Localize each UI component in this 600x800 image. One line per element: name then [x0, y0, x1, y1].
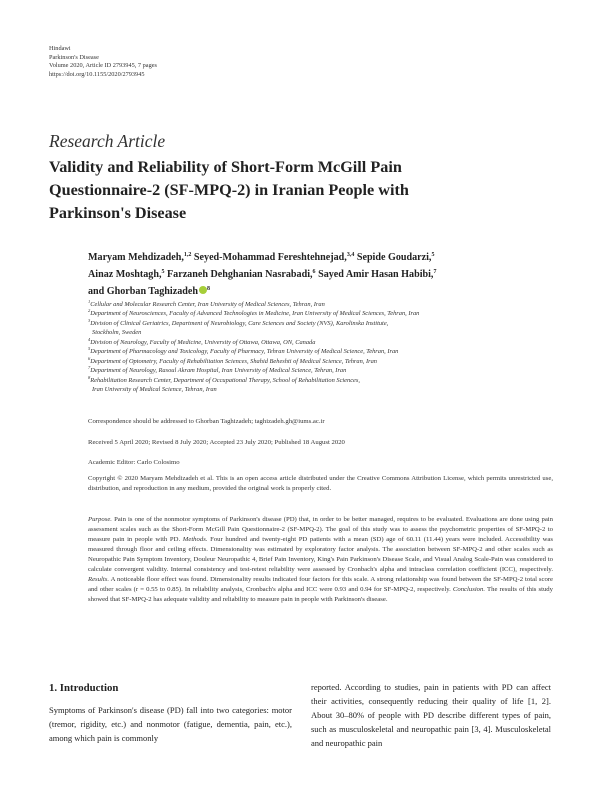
affiliation-text: Cellular and Molecular Research Center, Iran University of Medical Sciences, Tehran, Iran — [90, 301, 325, 308]
title-line: Parkinson's Disease — [49, 203, 187, 222]
author-name: Maryam Mehdizadeh, — [88, 252, 184, 263]
publication-dates: Received 5 April 2020; Revised 8 July 2020; Accepted 23 July 2020; Published 18 August 2020 — [88, 439, 345, 446]
abstract-methods-label: Methods. — [182, 536, 208, 544]
affiliation-item — [88, 309, 558, 318]
affiliation-number: 2 — [88, 308, 91, 314]
copyright-notice: Copyright © 2020 Maryam Mehdizadeh et al. This is an open access article distributed under the Creative Commons Attribution License, which permits unrestricted use, distribution, and reproduction in any medium, provided the original work is properly cited. — [88, 475, 553, 493]
journal-header — [49, 45, 157, 79]
author-name: Sepide Goudarzi, — [356, 252, 432, 263]
author-line — [88, 266, 568, 283]
intro-right-column: reported. According to studies, pain in patients with PD can affect their activities, consequently reducing their quality of life [1, 2]. About 30–80% of people with PD describe different types of pain, such as musculoskeletal and neuropathic pain [3, 4]. Musculoskeletal and neuropathic pain — [311, 682, 551, 749]
affiliation-number: 1 — [88, 299, 91, 304]
affiliation-number: 3 — [88, 317, 91, 323]
affiliation-item — [88, 319, 558, 328]
affiliation-number: 4 — [88, 336, 91, 342]
author-name: Farzaneh Dehghanian Nasrabadi, — [167, 269, 313, 281]
affiliation-item — [88, 376, 558, 385]
abstract-conclusion: The results of this study showed that SF-MPQ-2 has adequate validity and reliability to measure pain in people with Parkinson's disease. — [88, 586, 553, 604]
affiliation-text: Department of Optometry, Faculty of Rehabilitation Sciences, Shahid Beheshti of Medical Science, Tehran, Iran — [90, 357, 378, 365]
author-name: Sayed Amir Hasan Habibi, — [318, 269, 434, 281]
journal-doi-link[interactable]: https://doi.org/10.1155/2020/2793945 — [49, 70, 145, 78]
affiliation-number: 8 — [88, 374, 91, 380]
abstract-methods: Four hundred and twenty-eight PD patients with a mean (SD) age of 60.11 (11.44) years were included. Accessibility was measured through floor and ceiling effects. Dimensionality was estimated by exploratory factor analysis. The association between SF-MPQ-2 and other scales such as Neuropathic Pain Symptom Inventory, Douleur Neuropathic 4, Brief Pain Inventory, King's Pain Parkinson's Disease Scale, and Visual Analog Scale-Pain was considered to calculate convergent validity. Internal consistency and test-retest reliability were assessed by Cronbach's alpha and intraclass correlation coefficient (ICC), respectively. — [88, 536, 553, 574]
author-affil-ref: 5 — [161, 269, 165, 276]
correspondence-note: Correspondence should be addressed to Ghorban Taghizadeh; taghizadeh.gh@iums.ac.ir — [88, 418, 325, 425]
article-title — [49, 156, 569, 224]
journal-volume: Volume 2020, Article ID 2793945, 7 pages — [49, 62, 157, 70]
section-heading-introduction: 1. Introduction — [49, 682, 119, 694]
affiliation-text: Division of Clinical Geriatrics, Department of Neurobiology, Care Sciences and Society (NVS), Karolinska Institute, — [90, 319, 389, 327]
affiliation-text: Rehabilitation Research Center, Department of Occupational Therapy, School of Rehabilitation Sciences, — [90, 376, 360, 384]
publisher-name: Hindawi — [49, 45, 71, 52]
affiliation-number: 5 — [88, 346, 91, 352]
orcid-icon[interactable] — [199, 286, 207, 294]
affiliation-text: Department of Neurology, Rasoul Akram Hospital, Iran University of Medical Science, Tehran, Iran — [90, 367, 347, 375]
author-name: Ainaz Moshtagh, — [88, 269, 162, 281]
affiliation-number: 6 — [88, 355, 91, 361]
affiliation-continuation: Stockholm, Sweden — [92, 329, 142, 337]
author-affil-ref: 3,4 — [346, 252, 355, 258]
author-line — [88, 283, 568, 300]
affiliation-item — [88, 300, 558, 309]
author-affil-ref: 5 — [431, 252, 435, 258]
article-type: Research Article — [49, 131, 166, 151]
affiliation-text: Division of Neurology, Faculty of Medicine, University of Ottawa, Ottawa, ON, Canada — [90, 338, 316, 346]
abstract — [88, 515, 553, 605]
title-line: Validity and Reliability of Short-Form McGill Pain — [49, 158, 402, 176]
author-affil-ref: 6 — [312, 269, 316, 276]
abstract-results: A noticeable floor effect was found. Dimensionality results indicated four factors for this scale. A strong relationship was found between the SF-MPQ-2 total score and other scales (r = 0.55 to 0.85). In reliability analysis, Cronbach's alpha and ICC were 0.93 and 0.94 for SF-MPQ-2, respectively. — [88, 576, 553, 594]
affiliation-list — [88, 300, 558, 395]
author-line — [88, 249, 568, 266]
affiliation-text: Department of Neurosciences, Faculty of Advanced Technologies in Medicine, Iran University of Medical Sciences, Tehran, Iran — [90, 310, 420, 318]
title-line: Questionnaire-2 (SF-MPQ-2) in Iranian People with — [49, 180, 409, 199]
affiliation-item — [88, 347, 558, 356]
author-name: and Ghorban Taghizadeh — [88, 286, 198, 298]
author-list — [88, 249, 568, 301]
author-affil-ref: 8 — [206, 286, 210, 293]
abstract-purpose-label: Purpose. — [88, 516, 112, 523]
academic-editor: Academic Editor: Carlo Colosimo — [88, 459, 180, 466]
affiliation-item — [88, 366, 558, 375]
journal-name: Parkinson's Disease — [49, 53, 99, 61]
intro-left-column: Symptoms of Parkinson's disease (PD) fall into two categories: motor (tremor, rigidity, etc.) and nonmotor (fatigue, dementia, pain, etc.), among which pain is commonly — [49, 705, 292, 744]
affiliation-item — [88, 357, 558, 366]
author-name: Seyed-Mohammad Fereshtehnejad, — [193, 252, 347, 263]
author-affil-ref: 1,2 — [183, 252, 192, 258]
abstract-results-label: Results. — [88, 576, 109, 584]
abstract-conclusion-label: Conclusion. — [452, 586, 486, 594]
abstract-purpose: Pain is one of the nonmotor symptoms of Parkinson's disease (PD) that, in order to be better managed, requires to be evaluated. Evaluations are done using pain assessment scales such as the Short-Form McGill Pain Questionnaire-2 (SF-MPQ-2). The goal of this study was to assess the psychometric properties of SF-MPQ-2 to measure pain in people with PD. — [88, 516, 553, 544]
affiliation-text: Department of Pharmacology and Toxicology, Faculty of Pharmacy, Tehran University of Medical Science, Tehran, Iran — [90, 348, 399, 356]
affiliation-continuation: Iran University of Medical Science, Tehran, Iran — [92, 386, 217, 394]
affiliation-item — [88, 338, 558, 347]
author-affil-ref: 7 — [433, 269, 437, 276]
affiliation-number: 7 — [88, 365, 91, 371]
